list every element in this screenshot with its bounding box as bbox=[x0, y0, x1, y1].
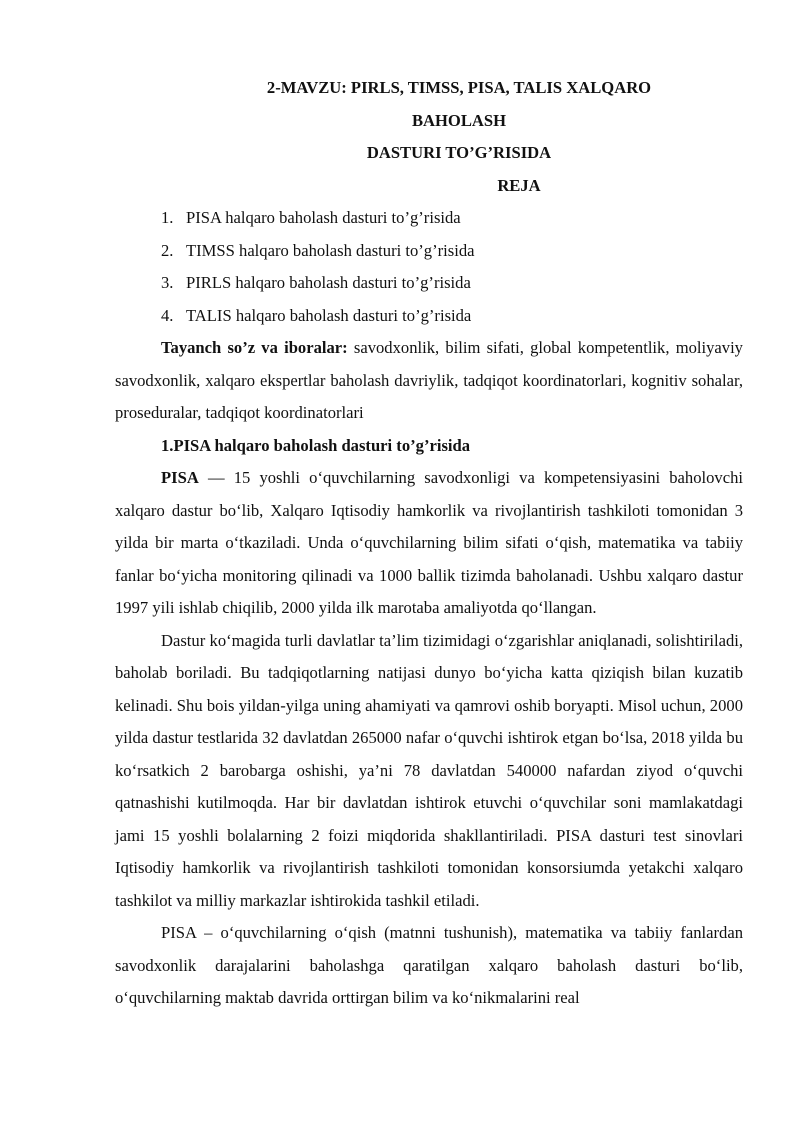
plan-item-text: PIRLS halqaro baholash dasturi to’g’risida bbox=[186, 273, 471, 292]
section-heading: 1.PISA halqaro baholash dasturi to’g’risida bbox=[161, 435, 471, 455]
title-line-1: 2-MAVZU: PIRLS, TIMSS, PISA, TALIS XALQARO BAHOLASH bbox=[266, 78, 652, 130]
document-title bbox=[115, 72, 743, 170]
plan-item-text: TIMSS halqaro baholash dasturi to’g’risida bbox=[186, 240, 475, 260]
keywords-label: Tayanch so’z va iboralar: bbox=[161, 338, 348, 357]
plan-heading: REJA bbox=[497, 175, 541, 195]
plan-item-number: 3. bbox=[161, 273, 174, 292]
plan-item bbox=[161, 300, 743, 333]
plan-item-number: 2. bbox=[161, 240, 174, 260]
plan-list bbox=[115, 202, 743, 332]
keywords-text: savodxonlik, bilim sifati, global kompetentlik, moliyaviy savodxonlik, xalqaro ekspertlar baholash davriylik, tadqiqot koordinatorlari, kognitiv sohalar, proseduralar, tadqiqot koordinatorlari bbox=[115, 338, 743, 422]
plan-item-number: 4. bbox=[161, 305, 174, 325]
paragraph-lead: PISA bbox=[161, 468, 199, 487]
paragraph-text: — 15 yoshli o‘quvchilarning savodxonligi va kompetensiyasini baholovchi xalqaro dastur bo‘lib, Xalqaro Iqtisodiy hamkorlik va rivojlantirish tashkiloti tomonidan 3 yilda bir marta o‘tkaziladi. Unda o‘quvchilarning bilim sifati o‘qish, matematika va tabiiy fanlar bo‘yicha monitoring qilinadi va 1000 ballik tizimda baholanadi. Ushbu xalqaro dastur 1997 yili ishlab chiqilib, 2000 yilda ilk marotaba amaliyotda qo‘llangan. bbox=[115, 468, 743, 617]
body-paragraph-1 bbox=[115, 462, 743, 625]
body-paragraph-2: Dastur ko‘magida turli davlatlar ta’lim tizimidagi o‘zgarishlar aniqlanadi, solishtiriladi, baholab boriladi. Bu tadqiqotlarning natijasi dunyo bo‘yicha katta qiziqish bilan kuzatib kelinadi. Shu bois yildan-yilga uning ahamiyati va qamrovi oshib boryapti. Misol uchun, 2000 yilda dastur testlarida 32 davlatdan 265000 nafar o‘quvchi ishtirok etgan bo‘lsa, 2018 yilda bu ko‘rsatkich 2 barobarga oshishi, ya’ni 78 davlatdan 540000 nafardan ziyod o‘quvchi qatnashishi kutilmoqda. Har bir davlatdan ishtirok etuvchi o‘quvchilar soni mamlakatdagi jami 15 yoshli bolalarning 2 foizi miqdorida shakllantiriladi. PISA dasturi test sinovlari Iqtisodiy hamkorlik va rivojlantirish tashkiloti tomonidan konsorsiumda yetakchi xalqaro tashkilot va milliy markazlar ishtirokida tashkil etiladi. bbox=[115, 630, 743, 910]
title-line-2: DASTURI TO’G’RISIDA bbox=[366, 143, 552, 162]
plan-item-number: 1. bbox=[161, 208, 174, 227]
plan-item-text: PISA halqaro baholash dasturi to’g’risida bbox=[186, 208, 461, 227]
plan-item bbox=[161, 267, 743, 300]
document-page bbox=[115, 72, 743, 1015]
plan-item bbox=[161, 202, 743, 235]
plan-item bbox=[161, 235, 743, 268]
body-paragraph-3: PISA – o‘quvchilarning o‘qish (matnni tushunish), matematika va tabiiy fanlardan savodxonlik darajalarini baholashga qaratilgan xalqaro baholash dasturi bo‘lib, o‘quvchilarning maktab davrida orttirgan bilim va ko‘nikmalarini real bbox=[115, 923, 743, 1007]
keywords-paragraph bbox=[115, 332, 743, 430]
plan-item-text: TALIS halqaro baholash dasturi to’g’risida bbox=[186, 305, 472, 325]
